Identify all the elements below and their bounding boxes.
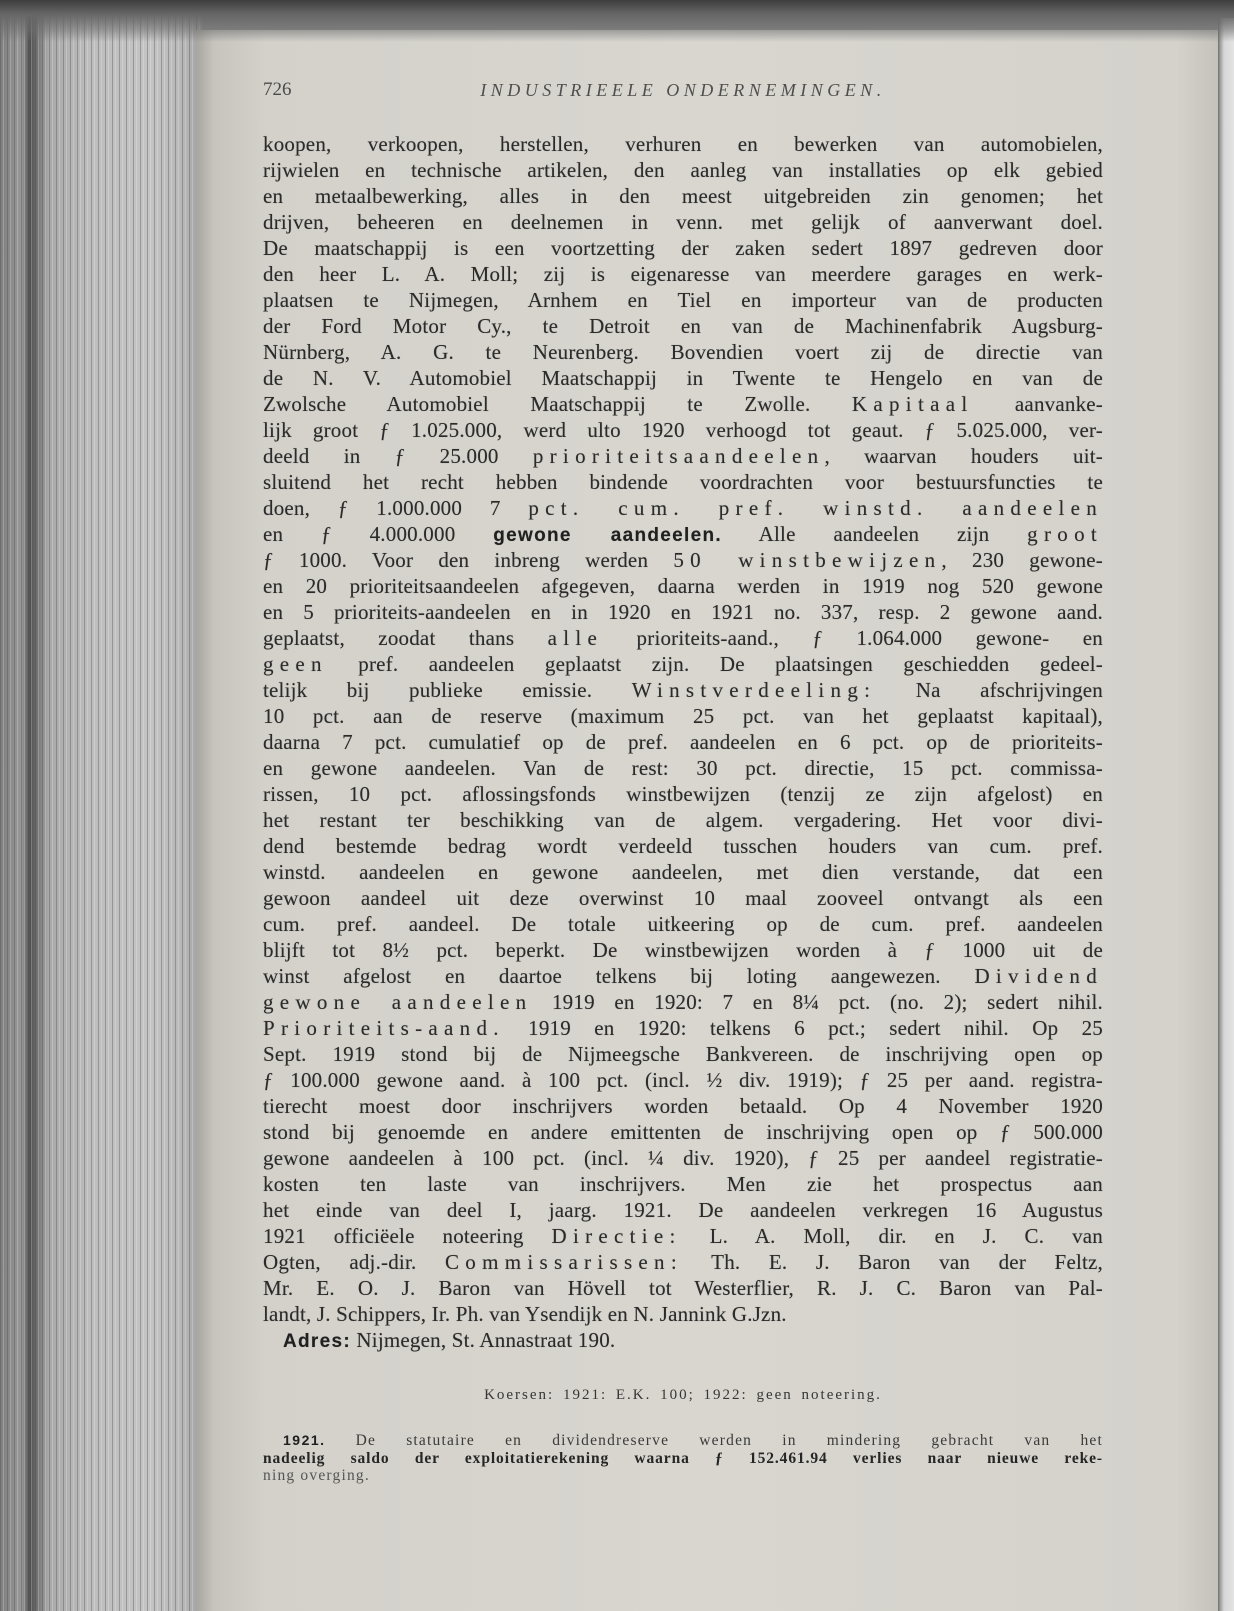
quotations-line: Koersen: 1921: E.K. 100; 1922: geen noteering.	[484, 1387, 882, 1403]
footnote-line: nadeelig saldo der exploitatierekening waarna ƒ 152.461.94 verlies naar nieuwe reke-	[263, 1449, 1103, 1467]
text-segment: Zwolsche Automobiel Maatschappij te Zwolle.	[263, 392, 852, 416]
text-line: dend bestemde bedrag wordt verdeeld tusschen houders van cum. pref.	[263, 834, 1103, 858]
spaced-emphasis: groot	[1027, 522, 1103, 546]
spaced-emphasis: gewone aandeelen	[263, 990, 533, 1014]
right-page-edge	[1218, 18, 1234, 1611]
text-line	[263, 989, 1103, 1015]
text-line: tierecht moest door inschrijvers worden betaald. Op 4 November 1920	[263, 1094, 1103, 1118]
text-segment: , 230 gewone-	[941, 548, 1103, 572]
spaced-emphasis: Dividend	[974, 964, 1103, 988]
text-segment: , waarvan houders uit-	[824, 444, 1103, 468]
text-line: drijven, beheeren en deelnemen in venn. met gelijk of aanverwant doel.	[263, 210, 1103, 234]
footnote-text: De statutaire en dividendreserve werden in mindering gebracht van het	[325, 1432, 1103, 1449]
text-segment: doen, ƒ 1.000.000 7	[263, 496, 529, 520]
text-line: daarna 7 pct. cumulatief op de pref. aandeelen en 6 pct. op de prioriteits-	[263, 730, 1103, 754]
footnote-year: 1921.	[283, 1432, 326, 1448]
text-line: den heer L. A. Moll; zij is eigenaresse van meerdere garages en werk-	[263, 262, 1103, 286]
text-line: kosten ten laste van inschrijvers. Men zie het prospectus aan	[263, 1172, 1103, 1196]
text-line: landt, J. Schippers, Ir. Ph. van Ysendijk en N. Jannink G.Jzn.	[263, 1302, 787, 1326]
text-line: Nürnberg, A. G. te Neurenberg. Bovendien voert zij de directie van	[263, 340, 1103, 364]
book-page-edges	[0, 0, 202, 1611]
text-line: blijft tot 8½ pct. beperkt. De winstbewijzen worden à ƒ 1000 uit de	[263, 938, 1103, 962]
text-line: cum. pref. aandeel. De totale uitkeering op de cum. pref. aandeelen	[263, 912, 1103, 936]
text-line: de N. V. Automobiel Maatschappij in Twente te Hengelo en van de	[263, 366, 1103, 390]
text-line	[263, 443, 1103, 469]
spaced-emphasis: 50 winstbewijzen	[673, 548, 942, 572]
text-segment: pref. aandeelen geplaatst zijn. De plaatsingen geschiedden gedeel-	[327, 652, 1103, 676]
running-title: INDUSTRIEELE ONDERNEMINGEN.	[480, 80, 886, 100]
spaced-emphasis: Kapitaal	[851, 392, 974, 416]
text-segment: deeld in ƒ 25.000	[263, 444, 533, 468]
top-shadow	[0, 0, 1234, 42]
text-line: ƒ 100.000 gewone aand. à 100 pct. (incl. ½ div. 1919); ƒ 25 per aand. registra-	[263, 1068, 1103, 1092]
address-value: Nijmegen, St. Annastraat 190.	[350, 1328, 616, 1352]
address-label: Adres:	[283, 1331, 351, 1352]
spaced-emphasis: Directie:	[551, 1224, 682, 1248]
footnote-line: ning overging.	[263, 1467, 370, 1484]
bold-emphasis: gewone aandeelen.	[493, 525, 722, 546]
text-line: der Ford Motor Cy., te Detroit en van de Machinenfabrik Augsburg-	[263, 314, 1103, 338]
text-segment: geplaatst, zoodat thans	[263, 626, 548, 650]
text-segment: Th. E. J. Baron van der Feltz,	[683, 1250, 1103, 1274]
text-line	[263, 547, 1103, 573]
text-segment: en ƒ 4.000.000	[263, 522, 494, 546]
text-line: 10 pct. aan de reserve (maximum 25 pct. van het geplaatst kapitaal),	[263, 704, 1103, 728]
text-segment: Alle aandeelen zijn	[721, 522, 1028, 546]
text-line: stond bij genoemde en andere emittenten de inschrijving open op ƒ 500.000	[263, 1120, 1103, 1144]
spaced-emphasis: alle	[547, 626, 604, 650]
text-line: en 5 prioriteits-aandeelen en in 1920 en 1921 no. 337, resp. 2 gewone aand.	[263, 600, 1103, 624]
text-segment: 1921 officiëele noteering	[263, 1224, 552, 1248]
text-segment: 1919 en 1920: telkens 6 pct.; sedert nihil. Op 25	[504, 1016, 1103, 1040]
spaced-emphasis: prioriteitsaandeelen	[532, 444, 825, 468]
text-line: lijk groot ƒ 1.025.000, werd ulto 1920 verhoogd tot geaut. ƒ 5.025.000, ver-	[263, 418, 1103, 442]
text-line: het restant ter beschikking van de algem. vergadering. Het voor divi-	[263, 808, 1103, 832]
text-segment: ƒ 1000. Voor den inbreng werden	[263, 548, 674, 572]
footnote	[263, 1432, 1103, 1485]
text-segment: 1919 en 1920: 7 en 8¼ pct. (no. 2); sedert nihil.	[532, 990, 1104, 1014]
spaced-emphasis: Commissarissen:	[444, 1250, 683, 1274]
text-line: koopen, verkoopen, herstellen, verhuren en bewerken van automobielen,	[263, 132, 1103, 156]
text-line: gewone aandeelen à 100 pct. (incl. ¼ div. 1920), ƒ 25 per aandeel registratie-	[263, 1146, 1103, 1170]
text-line	[263, 1223, 1103, 1249]
text-segment: aanvanke-	[973, 392, 1103, 416]
spaced-emphasis: pct. cum. pref. winstd. aandeelen	[528, 496, 1104, 520]
text-segment: prioriteits-aand., ƒ 1.064.000 gewone- en	[603, 626, 1103, 650]
text-line	[263, 1249, 1103, 1275]
text-line: rijwielen en technische artikelen, den aanleg van installaties op elk gebied	[263, 158, 1103, 182]
spaced-emphasis: Prioriteits-aand.	[263, 1016, 505, 1040]
text-line	[263, 651, 1103, 677]
spaced-emphasis: geen	[263, 652, 328, 676]
footnote-line	[263, 1432, 1103, 1450]
text-line: het einde van deel I, jaarg. 1921. De aandeelen verkregen 16 Augustus	[263, 1198, 1103, 1222]
text-line	[263, 521, 1103, 547]
text-segment: Na afschrijvingen	[876, 678, 1103, 702]
text-line	[263, 1015, 1103, 1041]
running-header	[263, 77, 1103, 103]
text-segment: L. A. Moll, dir. en J. C. van	[681, 1224, 1103, 1248]
text-line	[263, 495, 1103, 521]
spaced-emphasis: Winstverdeeling:	[631, 678, 877, 702]
text-line: rissen, 10 pct. aflossingsfonds winstbewijzen (tenzij ze zijn afgelost) en	[263, 782, 1103, 806]
page-number: 726	[263, 79, 292, 100]
text-line: en metaalbewerking, alles in den meest uitgebreiden zin genomen; het	[263, 184, 1103, 208]
text-line	[263, 963, 1103, 989]
text-line: De maatschappij is een voortzetting der zaken sedert 1897 gedreven door	[263, 236, 1103, 260]
text-line: winstd. aandeelen en gewone aandeelen, met dien verstande, dat een	[263, 860, 1103, 884]
text-line	[263, 677, 1103, 703]
text-line: plaatsen te Nijmegen, Arnhem en Tiel en importeur van de producten	[263, 288, 1103, 312]
text-line: Sept. 1919 stond bij de Nijmeegsche Bankvereen. de inschrijving open op	[263, 1042, 1103, 1066]
text-line: en 20 prioriteitsaandeelen afgegeven, daarna werden in 1919 nog 520 gewone	[263, 574, 1103, 598]
text-line	[263, 391, 1103, 417]
text-segment: Ogten, adj.-dir.	[263, 1250, 445, 1274]
text-line: gewoon aandeel uit deze overwinst 10 maal zooveel ontvangt als een	[263, 886, 1103, 910]
text-line	[263, 625, 1103, 651]
text-line: Mr. E. O. J. Baron van Hövell tot Westerflier, R. J. C. Baron van Pal-	[263, 1276, 1103, 1300]
text-line: sluitend het recht hebben bindende voordrachten voor bestuursfuncties te	[263, 470, 1103, 494]
text-line: en gewone aandeelen. Van de rest: 30 pct. directie, 15 pct. commissa-	[263, 756, 1103, 780]
address-line	[263, 1327, 1103, 1353]
body-paragraph	[263, 131, 1103, 1353]
text-segment: telijk bij publieke emissie.	[263, 678, 632, 702]
text-segment: winst afgelost en daartoe telkens bij loting aangewezen.	[263, 964, 975, 988]
